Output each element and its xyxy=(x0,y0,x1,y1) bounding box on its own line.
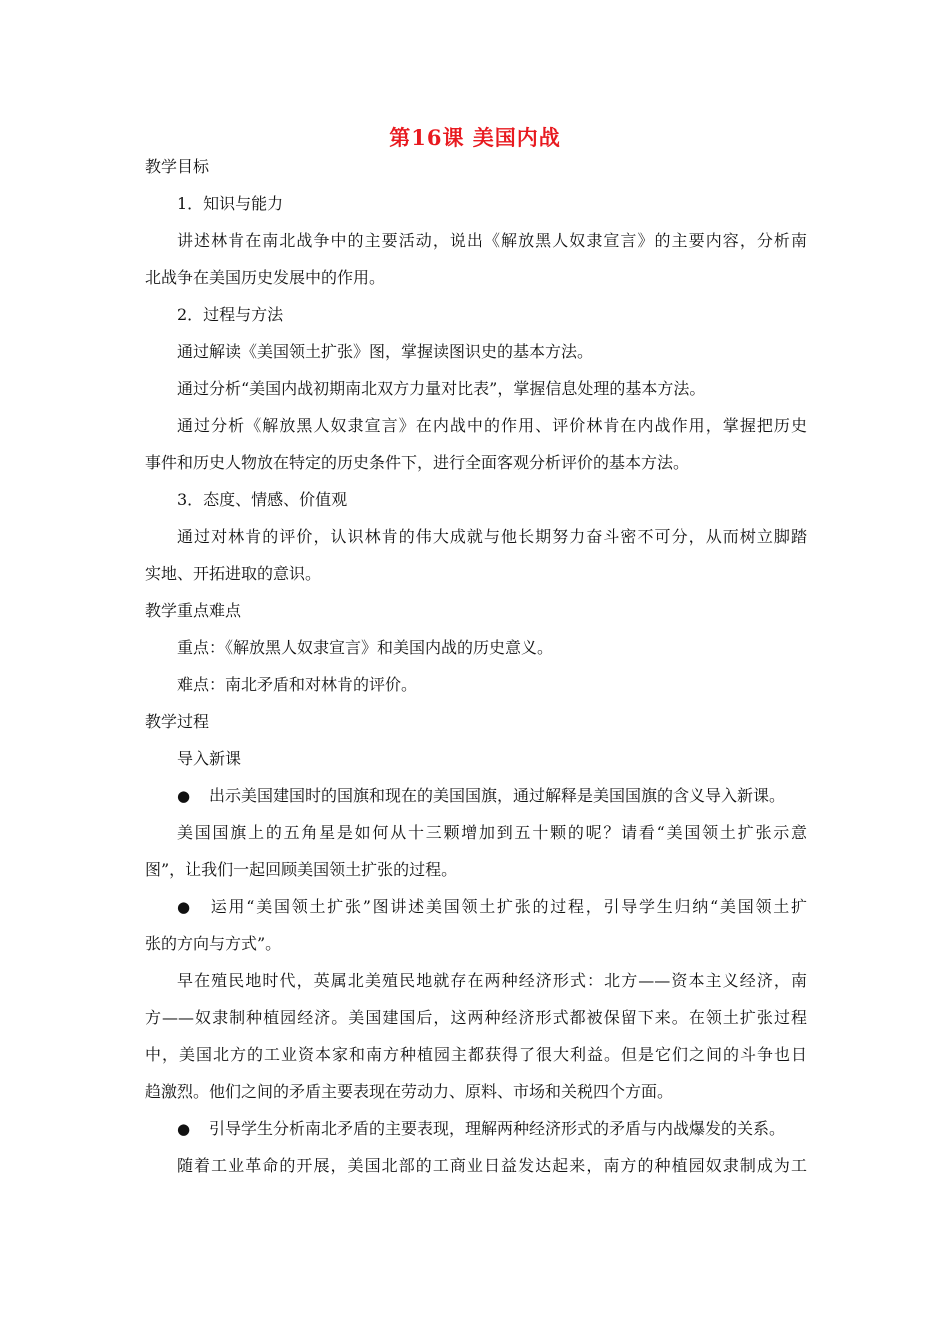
bullet-item xyxy=(145,888,807,925)
goal3-heading: 3．态度、情感、价值观 xyxy=(177,490,348,509)
bullet-item xyxy=(145,777,807,814)
bullet-item xyxy=(145,1110,807,1147)
goal3-paragraph-line: 实地、开拓进取的意识。 xyxy=(145,564,322,583)
paragraph-line: 随着工业革命的开展，美国北部的工商业日益发达起来，南方的种植园奴隶制成为工 xyxy=(177,1156,807,1175)
key-points-heading: 教学重点难点 xyxy=(145,601,242,620)
goal1-heading: 1．知识与能力 xyxy=(177,194,284,213)
intro-heading: 导入新课 xyxy=(177,749,242,768)
lesson-title: 第16课 美国内战 xyxy=(389,125,561,150)
bullet-text: 运用“美国领土扩张”图讲述美国领土扩张的过程，引导学生归纳“美国领土扩 xyxy=(209,897,807,916)
paragraph-line: 中，美国北方的工业资本家和南方种植园主都获得了很大利益。但是它们之间的斗争也日 xyxy=(145,1045,807,1064)
paragraph-line: 趋激烈。他们之间的矛盾主要表现在劳动力、原料、市场和关税四个方面。 xyxy=(145,1082,674,1101)
goal2-paragraph: 通过解读《美国领土扩张》图，掌握读图识史的基本方法。 xyxy=(177,342,594,361)
goal2-paragraph-line: 事件和历史人物放在特定的历史条件下，进行全面客观分析评价的基本方法。 xyxy=(145,453,690,472)
paragraph-line: 美国国旗上的五角星是如何从十三颗增加到五十颗的呢？请看“美国领土扩张示意 xyxy=(177,823,807,842)
goal2-paragraph-line: 通过分析《解放黑人奴隶宣言》在内战中的作用、评价林肯在内战作用，掌握把历史 xyxy=(177,416,807,435)
goal1-paragraph-line: 讲述林肯在南北战争中的主要活动，说出《解放黑人奴隶宣言》的主要内容，分析南 xyxy=(177,231,807,250)
paragraph-line: 张的方向与方式”。 xyxy=(145,934,282,953)
goals-heading: 教学目标 xyxy=(145,157,210,176)
paragraph-line: 方——奴隶制种植园经济。美国建国后，这两种经济形式都被保留下来。在领土扩张过程 xyxy=(145,1008,807,1027)
paragraph-line: 图”，让我们一起回顾美国领土扩张的过程。 xyxy=(145,860,458,879)
goal3-paragraph-line: 通过对林肯的评价，认识林肯的伟大成就与他长期努力奋斗密不可分，从而树立脚踏 xyxy=(177,527,807,546)
goal2-paragraph: 通过分析“美国内战初期南北双方力量对比表”，掌握信息处理的基本方法。 xyxy=(177,379,706,398)
goal2-heading: 2．过程与方法 xyxy=(177,305,284,324)
bullet-text: 引导学生分析南北矛盾的主要表现，理解两种经济形式的矛盾与内战爆发的关系。 xyxy=(209,1119,786,1138)
key-point: 重点：《解放黑人奴隶宣言》和美国内战的历史意义。 xyxy=(177,638,554,657)
bullet-text: 出示美国建国时的国旗和现在的美国国旗，通过解释是美国国旗的含义导入新课。 xyxy=(209,786,786,805)
bullet-icon: ● xyxy=(177,1120,191,1138)
lesson-body xyxy=(145,148,807,1184)
goal1-paragraph-line: 北战争在美国历史发展中的作用。 xyxy=(145,268,386,287)
bullet-icon: ● xyxy=(177,787,191,805)
bullet-icon: ● xyxy=(177,898,191,916)
paragraph-line: 早在殖民地时代，英属北美殖民地就存在两种经济形式：北方——资本主义经济，南 xyxy=(177,971,807,990)
difficult-point: 难点：南北矛盾和对林肯的评价。 xyxy=(177,675,418,694)
process-heading: 教学过程 xyxy=(145,712,210,731)
